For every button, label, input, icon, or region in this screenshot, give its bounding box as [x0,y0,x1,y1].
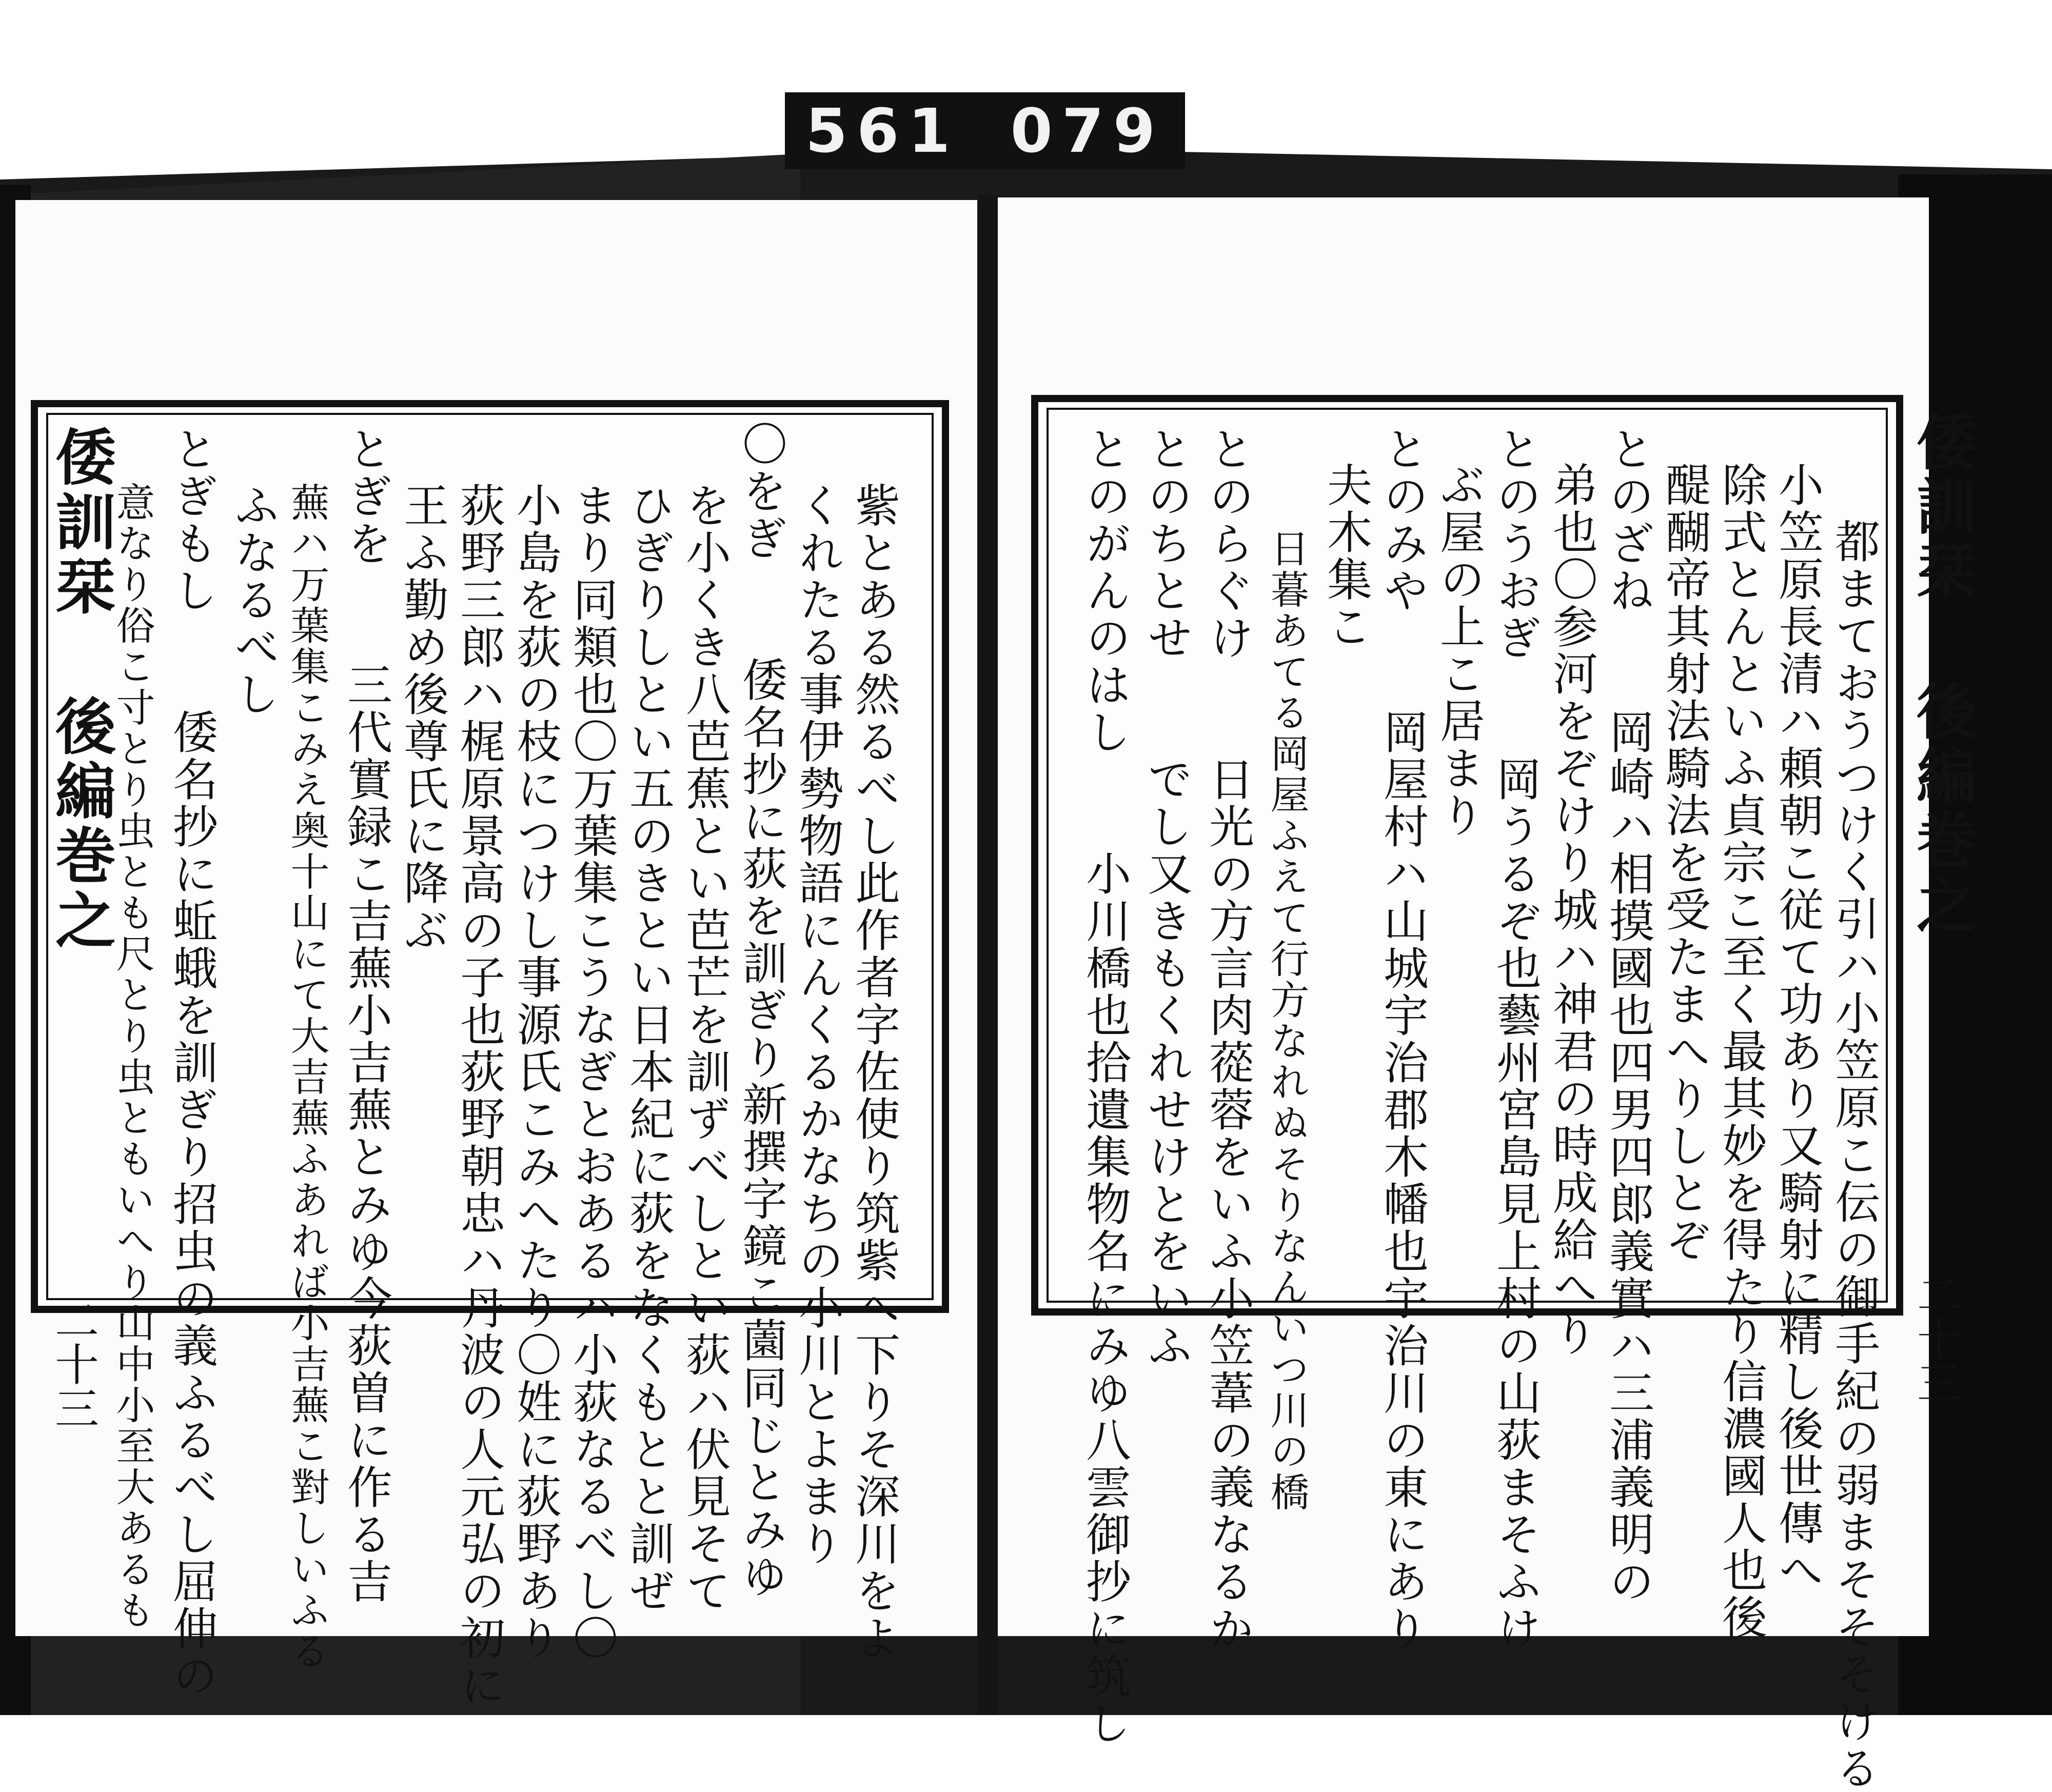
right-col-8: ぶ屋の上こ居まり [1433,462,1486,839]
book-gutter [977,195,998,1715]
right-title-strip: 倭訓栞 後編巻之 [1906,410,1978,938]
left-col-12: ふなるべし [227,482,280,718]
left-col-4: を小くき八芭蕉とい芭芒を訓ずべしとい荻ハ伏見そて [679,482,732,1615]
right-col-9: とのみや 岡屋村ハ山城宇治郡木幡也宇治川の東にあり [1376,426,1429,1652]
right-col-14: とのがんのはし 小川橋也拾遺集物名にみゆ八雲御抄に筑し [1079,426,1132,1747]
right-col-12: とのらぐけ 日光の方言肉蓯蓉をいふ小笠葦の義なるか [1202,426,1255,1652]
microfilm-label [785,92,1185,169]
left-col-11: 蕪ハ万葉集こみえ奥十山にて大吉蕪ふあれば小吉蕪こ對しいふる [284,482,330,1672]
left-col-14: 意なり俗こ寸とり虫とも尺とり虫ともいへり山中小至大あるも [110,482,155,1631]
reel-number: 561 [805,95,960,166]
left-col-10: とぎを 三代實録こ吉蕪小吉蕪とみゆ今荻曽に作る吉 [340,426,393,1605]
right-col-3: 除式とんといふ貞宗こ至く最其妙を得たり信濃國人也後 [1715,462,1768,1641]
left-col-13: とぎもし 倭名抄に蚯蛾を訓ぎり招虫の義ふるべし屈伸の [166,426,219,1700]
left-col-5: ひぎりしとい五のきとい日本紀に荻をなくもとと訓ぜ [622,482,675,1615]
left-title-strip: 倭訓栞 後編巻之 [45,426,116,953]
left-col-7: 小島を荻の枝につけし事源氏こみへたり〇姓に荻野あり [509,482,562,1662]
left-col-6: まり同類也〇万葉集こうなぎとおあるハ小荻なるべし〇 [566,482,619,1662]
left-col-3: 〇をぎ 倭名抄に荻を訓ぎり新撰字鏡こ薗同じとみゆ [735,421,788,1600]
frame-number: 079 [1010,95,1165,166]
right-col-1: 都まておうつけく引ハ小笠原こ伝の御手紀の弱まそそそける [1828,518,1881,1792]
left-col-1: 紫とある然るべし此作者字佐使り筑紫へ下りそ深川をよ [848,482,901,1662]
right-col-7: とのうおぎ 岡うるぞ也藝州宮島見上村の山荻まそふけ [1489,426,1542,1652]
left-folio: 二十三 [47,1298,98,1430]
right-col-6: 弟也〇参河をぞけり城ハ神君の時成給へり [1546,462,1599,1358]
left-col-9: 王ふ勤め後尊氏に降ぶ [397,482,449,954]
right-col-2: 小笠原長清ハ頼朝こ従て功あり又騎射に精し後世傳へ [1771,462,1824,1594]
right-col-11: 日暮あてる岡屋ふえて行方なれぬそりなんいつ川の橋 [1264,528,1310,1513]
right-col-13: とのちとせ でし又きもくれせけとをいふ [1140,426,1193,1369]
left-col-8: 荻野三郎ハ梶原景高の子也荻野朝忠ハ丹波の人元弘の初に [453,482,506,1709]
right-col-10: 夫木集こ [1320,462,1373,650]
right-col-5: とのざね 岡崎ハ相摸國也四男四郎義實ハ三浦義明の [1602,426,1655,1605]
left-col-2: くれたる事伊勢物語にんくるかなちの小川とよまり [792,482,844,1567]
right-col-4: 醍醐帝其射法騎法を受たまへりしとぞ [1659,462,1711,1264]
right-folio: 二十三 [1909,1272,1961,1404]
